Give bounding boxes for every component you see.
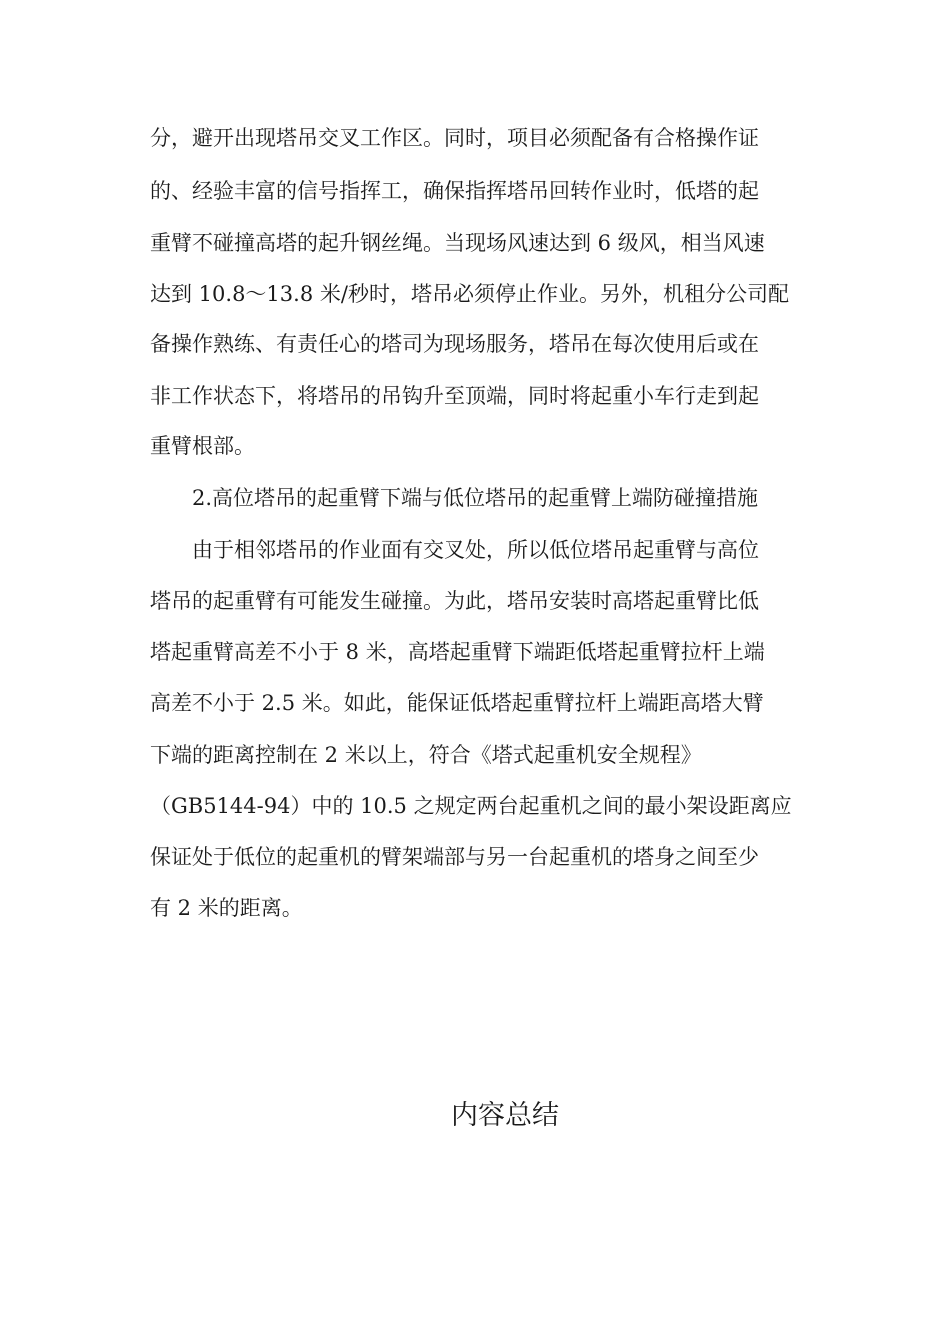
paragraph-line: 非工作状态下，将塔吊的吊钩升至顶端，同时将起重小车行走到起 (150, 384, 759, 408)
section-heading: 2.高位塔吊的起重臂下端与低位塔吊的起重臂上端防碰撞措施 (192, 486, 759, 510)
paragraph-line: 达到 10.8～13.8 米/秒时，塔吊必须停止作业。另外，机租分公司配 (150, 282, 789, 306)
paragraph-line: 备操作熟练、有责任心的塔司为现场服务，塔吊在每次使用后或在 (150, 332, 759, 356)
paragraph-line: 重臂不碰撞高塔的起升钢丝绳。当现场风速达到 6 级风，相当风速 (150, 231, 765, 255)
paragraph-line: 有 2 米的距离。 (150, 896, 303, 920)
paragraph-line: 的、经验丰富的信号指挥工，确保指挥塔吊回转作业时，低塔的起 (150, 179, 759, 203)
paragraph-line: 分，避开出现塔吊交叉工作区。同时，项目必须配备有合格操作证 (150, 126, 759, 150)
paragraph-line: 塔吊的起重臂有可能发生碰撞。为此，塔吊安装时高塔起重臂比低 (150, 589, 759, 613)
paragraph-line: 塔起重臂高差不小于 8 米，高塔起重臂下端距低塔起重臂拉杆上端 (150, 640, 765, 664)
paragraph-line: 下端的距离控制在 2 米以上，符合《塔式起重机安全规程》 (150, 743, 702, 767)
paragraph-line: 由于相邻塔吊的作业面有交叉处，所以低位塔吊起重臂与高位 (192, 538, 759, 562)
paragraph-line: 高差不小于 2.5 米。如此，能保证低塔起重臂拉杆上端距高塔大臂 (150, 691, 764, 715)
paragraph-line: 保证处于低位的起重机的臂架端部与另一台起重机的塔身之间至少 (150, 845, 759, 869)
summary-title: 内容总结 (451, 1100, 559, 1131)
paragraph-line: （GB5144-94）中的 10.5 之规定两台起重机之间的最小架设距离应 (150, 794, 792, 818)
paragraph-line: 重臂根部。 (150, 434, 255, 458)
